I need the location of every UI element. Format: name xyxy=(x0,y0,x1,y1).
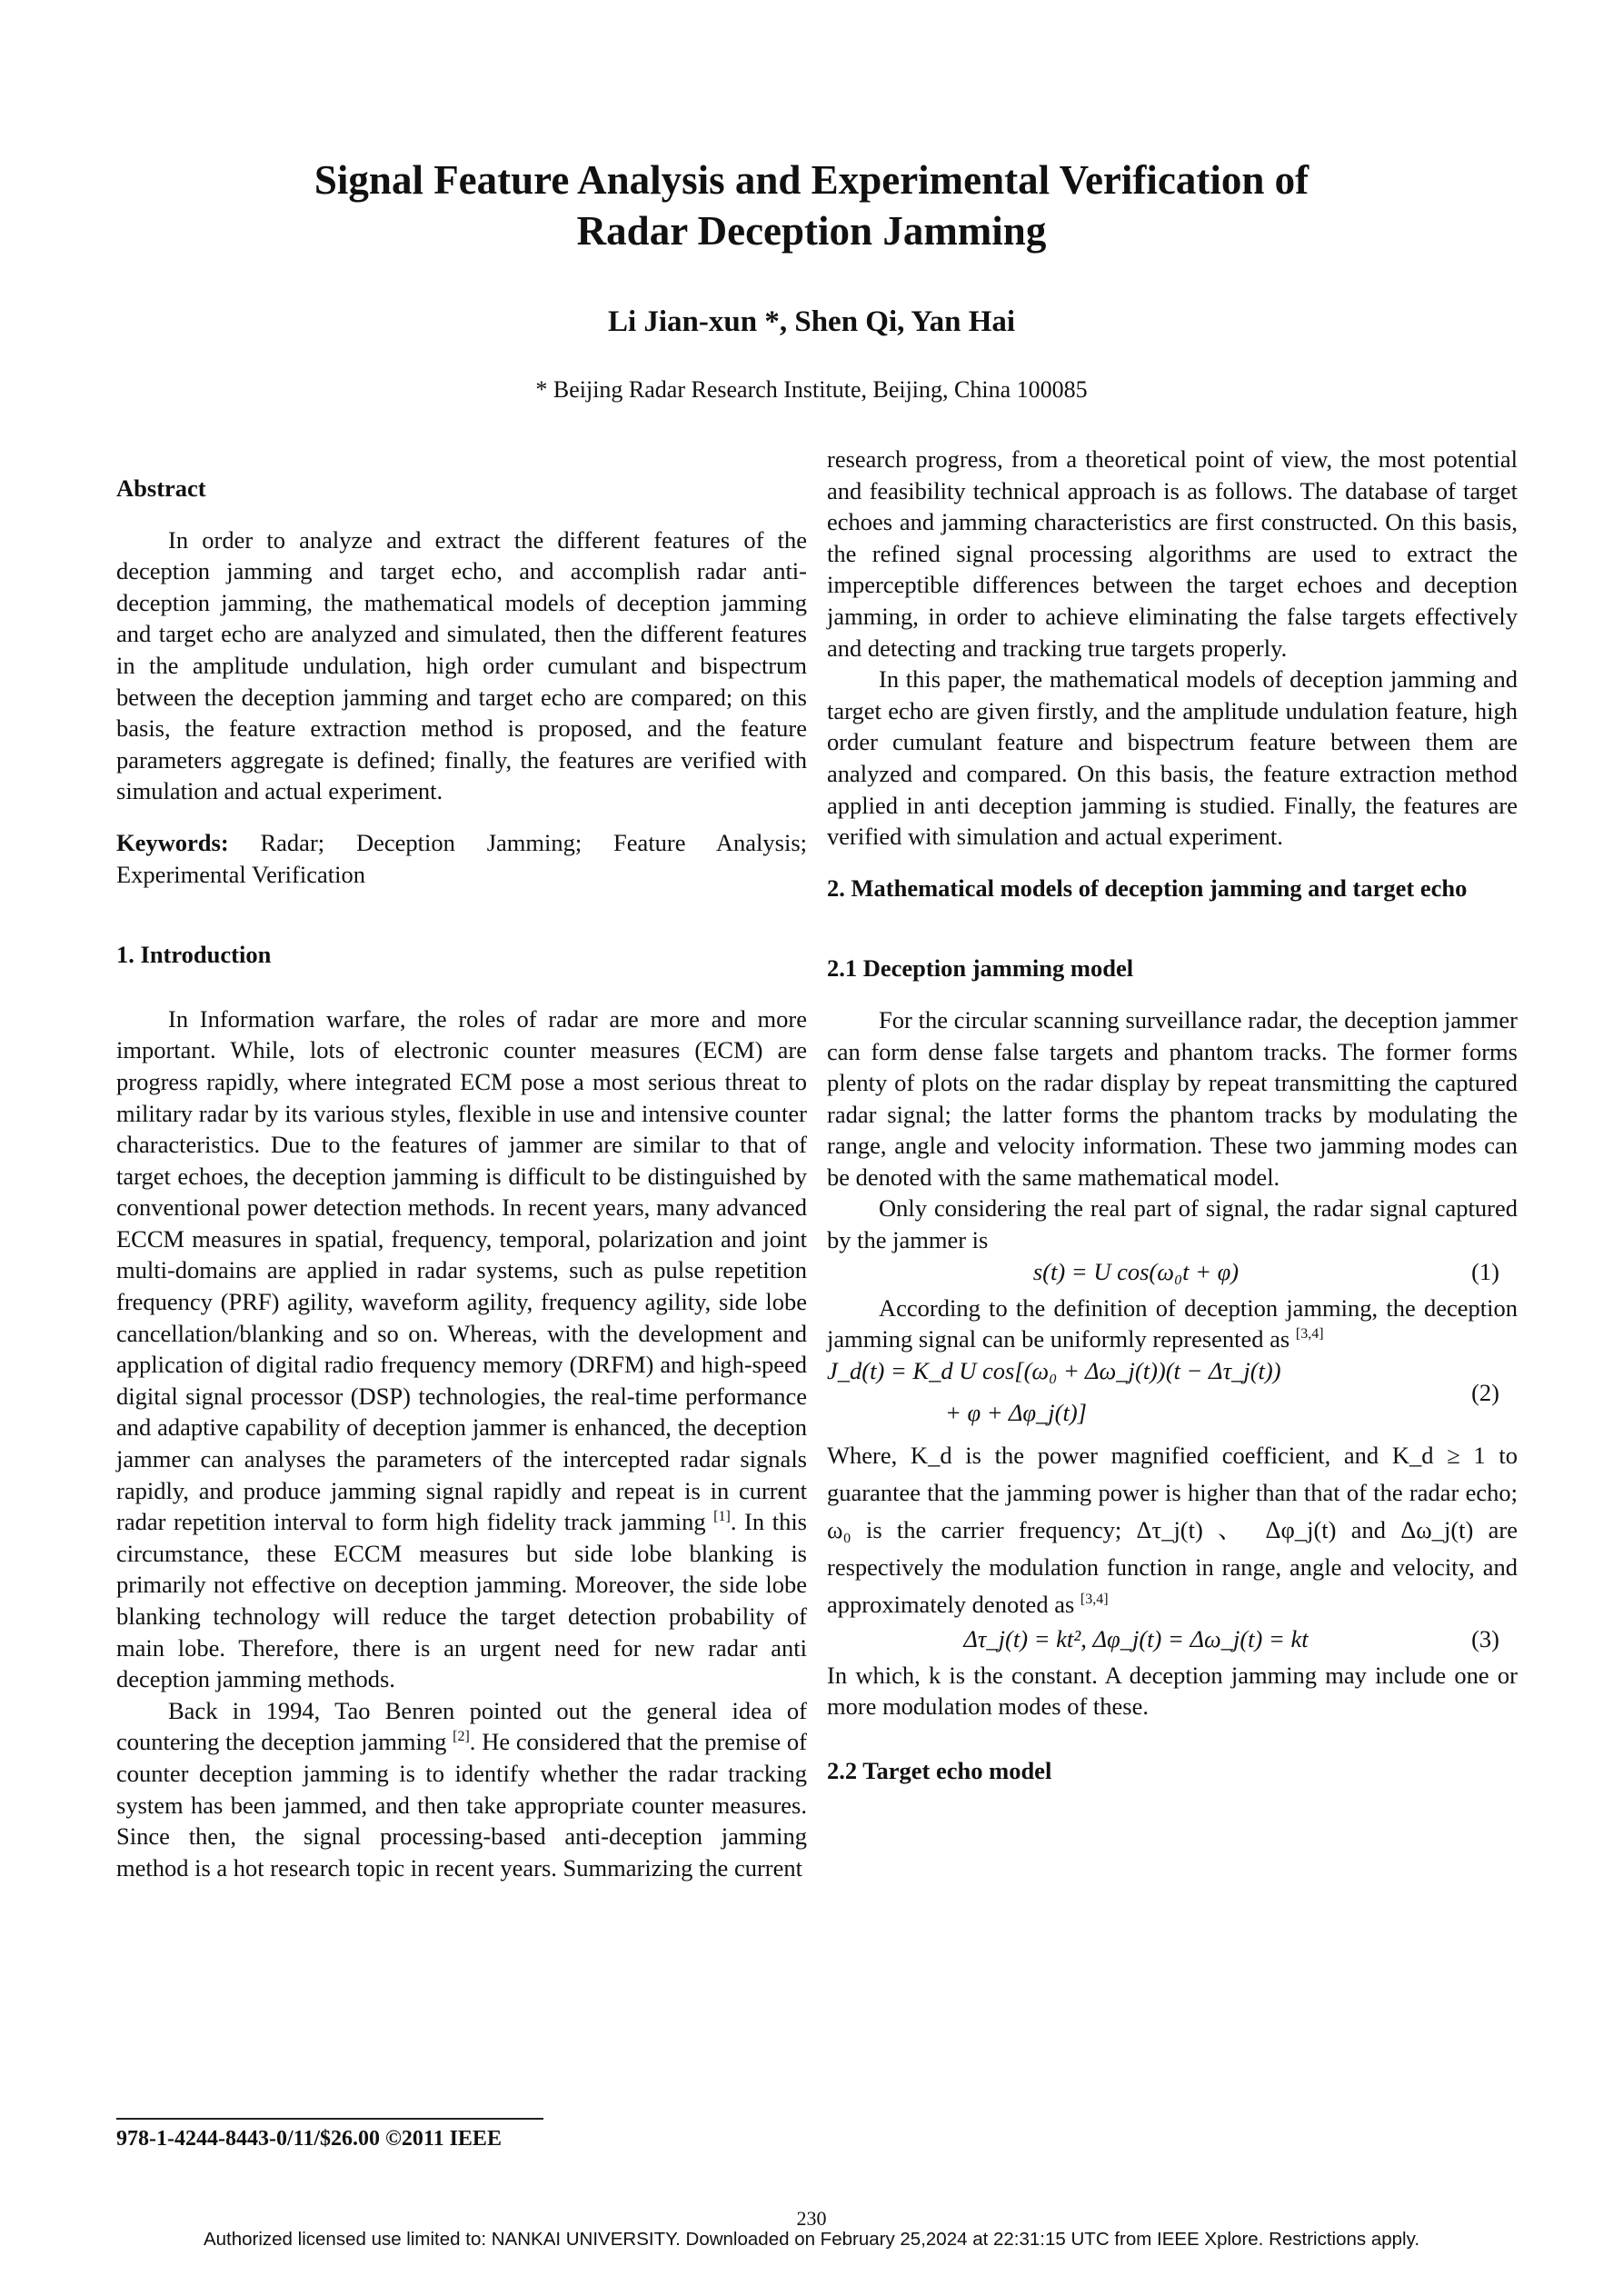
equation-1-body: s(t) = U cos(ω₀t + φ) xyxy=(1032,1257,1240,1285)
keywords xyxy=(116,827,807,890)
affiliation: * Beijing Radar Research Institute, Beijing, China 100085 xyxy=(535,376,1088,403)
title-line-1: Signal Feature Analysis and Experimental Verification of xyxy=(314,157,1309,203)
which-paragraph: In which, k is the constant. A deception jamming may include one or more modulation modes of these. xyxy=(827,1661,1518,1721)
right-column xyxy=(827,444,1518,1787)
section-2-heading: 2. Mathematical models of deception jamming and target echo xyxy=(827,873,1468,902)
equation-1 xyxy=(827,1256,1518,1293)
intro-p1-text-a: In Information warfare, the roles of radar are more and more important. While, lots of electronic counter measures (ECM) are progress rapidly, where integrated ECM pose a most serious threat to military radar by its various styles, flexible in use and intensive counter characteristics. Due to the features of jammer are similar to that of target echoes, the deception jamming is difficult to be distinguished by conventional power detection methods. In recent years, many advanced ECCM measures in spatial, frequency, temporal, polarization and joint multi-domains are applied in radar systems, such as pulse repetition frequency (PRF) agility, waveform agility, frequency agility, side lobe cancellation/blanking and so on. Whereas, with the development and application of digital radio frequency memory (DRFM) and high-speed digital signal processor (DSP) technologies, the real-time performance and adaptive capability of deception jammer is enhanced, the deception jammer can analyses the parameters of the intercepted radar signals rapidly, and produce jamming signal rapidly and repeat is in current radar repetition interval to form high fidelity track jamming xyxy=(116,1004,807,1536)
section-2-1-paragraph-3 xyxy=(827,1293,1518,1355)
section-2-1-p3-text: According to the definition of deception jamming, the deception jamming signal can be uniformly represented as xyxy=(827,1293,1518,1353)
citation-3-4-b: [3,4] xyxy=(1080,1592,1109,1608)
intro-p1-text-b: . In this circumstance, these ECCM measures but side lobe blanking is primarily not effective on deception jamming. Moreover, the side lobe blanking technology will reduce the target detection probability of main lobe. Therefore, there is an urgent need for new radar anti deception jamming methods. xyxy=(116,1508,807,1693)
title-line-2: Radar Deception Jamming xyxy=(576,208,1047,254)
citation-3-4: [3,4] xyxy=(1295,1326,1324,1343)
page-number: 230 xyxy=(796,2207,827,2230)
introduction-heading: 1. Introduction xyxy=(116,941,272,969)
copyright-line: 978-1-4244-8443-0/11/$26.00 ©2011 IEEE xyxy=(116,2127,502,2151)
keywords-label: Keywords: xyxy=(116,828,229,856)
right-paragraph-1: research progress, from a theoretical point of view, the most potential and feasibility technical approach is as follows. The database of target echoes and jamming characteristics are first constructed. On this basis, the refined signal processing algorithms are used to extract the imperceptible differences between the target echoes and deception jamming, in order to achieve eliminating the false targets effectively and detecting and tracking true targets properly. xyxy=(827,445,1518,662)
equation-3 xyxy=(827,1623,1518,1660)
keywords-text: Radar; Deception Jamming; Feature Analysis; Experimental Verification xyxy=(116,828,807,888)
equation-2-number: (2) xyxy=(1471,1378,1499,1406)
equation-2 xyxy=(827,1355,1518,1437)
footnote-divider xyxy=(116,2118,543,2120)
equation-2-line-2: + φ + Δφ_j(t)] xyxy=(945,1398,1087,1426)
section-2-1-paragraph-2: Only considering the real part of signal, the radar signal captured by the jammer is xyxy=(827,1194,1518,1254)
where-paragraph xyxy=(827,1437,1518,1623)
left-column xyxy=(116,444,807,1883)
citation-2: [2] xyxy=(453,1729,470,1745)
intro-paragraph-2 xyxy=(116,1695,807,1884)
equation-3-body: Δτ_j(t) = kt², Δφ_j(t) = Δω_j(t) = kt xyxy=(963,1624,1309,1652)
intro-paragraph-1 xyxy=(116,1003,807,1695)
where-text: Where, K_d is the power magnified coefficient, and K_d ≥ 1 to guarantee that the jamming power is higher than that of the radar echo; ω₀ is the carrier frequency; Δτ_j(t) 、 Δφ_j(t) and Δω_j(t) are respectively the modulation function in range, angle and velocity, and approximately denoted as xyxy=(827,1441,1518,1618)
equation-2-line-1: J_d(t) = K_d U cos[(ω₀ + Δω_j(t))(t − Δτ_j(t)) xyxy=(827,1356,1281,1384)
right-paragraph-2: In this paper, the mathematical models of deception jamming and target echo are given firstly, and the amplitude undulation feature, high order cumulant feature and bispectrum feature between them are analyzed and compared. On this basis, the feature extraction method applied in anti deception jamming is studied. Finally, the features are verified with simulation and actual experiment. xyxy=(827,665,1518,851)
citation-1: [1] xyxy=(713,1509,731,1525)
abstract-text: In order to analyze and extract the different features of the deception jamming and target echo, and accomplish radar anti-deception jamming, the mathematical models of deception jamming and target echo are analyzed and simulated, then the different features in the amplitude undulation, high order cumulant and bispectrum between the deception jamming and target echo are compared; on this basis, the feature extraction method is proposed, and the feature parameters aggregate is defined; finally, the features are verified with simulation and actual experiment. xyxy=(116,525,807,805)
equation-1-number: (1) xyxy=(1471,1257,1499,1285)
intro-p2-text-a: Back in 1994, Tao Benren pointed out the general idea of countering the deception jamming xyxy=(116,1696,807,1756)
abstract-heading: Abstract xyxy=(116,474,206,502)
license-notice: Authorized licensed use limited to: NANKAI UNIVERSITY. Downloaded on February 25,2024 at 22:31:15 UTC from IEEE Xplore. Restrictions apply. xyxy=(203,2229,1420,2250)
paper-title xyxy=(0,155,1623,256)
section-2-1-heading: 2.1 Deception jamming model xyxy=(827,954,1134,983)
section-2-1-paragraph-1: For the circular scanning surveillance radar, the deception jammer can form dense false targets and phantom tracks. The former forms plenty of plots on the radar display by repeat transmitting the captured radar signal; the latter forms the phantom tracks by modulating the range, angle and velocity information. These two jamming modes can be denoted with the same mathematical model. xyxy=(827,1005,1518,1191)
author-list: Li Jian-xun *, Shen Qi, Yan Hai xyxy=(607,305,1016,338)
intro-p2-text-b: . He considered that the premise of counter deception jamming is to identify whether the radar tracking system has been jammed, and then take appropriate counter measures. Since then, the signal processing-based anti-deception jamming method is a hot research topic in recent years. Summarizing the current xyxy=(116,1728,807,1882)
section-2-2-heading: 2.2 Target echo model xyxy=(827,1757,1052,1785)
equation-3-number: (3) xyxy=(1471,1624,1499,1652)
